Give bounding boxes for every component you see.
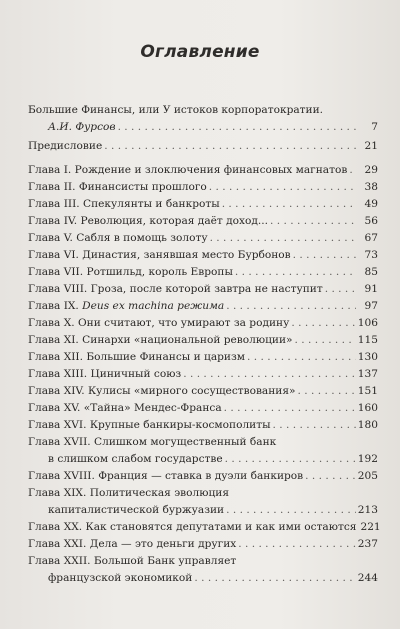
intro-author: А.И. Фурсов xyxy=(48,120,116,133)
page-number: 151 xyxy=(357,385,378,397)
intro-title: Большие Финансы, или У истоков корпоратократии. xyxy=(28,104,324,116)
page-number: 237 xyxy=(357,538,378,550)
toc-entry-chapter-5: Глава V. Сабля в помощь золоту . . . 67 xyxy=(28,230,378,247)
toc-entry-chapter-17: Глава XVII. Слишком могущественный банк в слишком слабом государстве . . . 192 xyxy=(28,434,378,468)
page-number: 160 xyxy=(357,402,378,414)
toc-entry-chapter-15: Глава XV. «Тайна» Мендес-Франса . . . 160 xyxy=(28,400,378,417)
toc-entry-chapter-13: Глава XIII. Циничный союз . . . 137 xyxy=(28,366,378,383)
page-number: 67 xyxy=(364,232,378,244)
page-title: Оглавление xyxy=(140,42,260,62)
page-number: 38 xyxy=(364,181,378,193)
toc-entry-chapter-18: Глава XVIII. Франция — ставка в дуэли банкиров . . . 205 xyxy=(28,468,378,485)
toc-entry-chapter-14: Глава XIV. Кулисы «мирного сосуществования» . . . 151 xyxy=(28,383,378,400)
page-number: 49 xyxy=(364,198,378,210)
toc-entry-chapter-16: Глава XVI. Крупные банкиры-космополиты . . . 180 xyxy=(28,417,378,434)
toc-entry-intro xyxy=(28,102,378,136)
toc-entry-chapter-6: Глава VI. Династия, занявшая место Бурбонов . . . 73 xyxy=(28,247,378,264)
toc-entry-chapter-9: Глава IX. Deus ex machina режима . . . 97 xyxy=(28,298,378,315)
page-number: 137 xyxy=(357,368,378,380)
toc-entry-chapter-20: Глава XX. Как становятся депутатами и как ими остаются 221 xyxy=(28,519,378,536)
page-number: 97 xyxy=(364,300,378,312)
page-number: 21 xyxy=(364,140,378,152)
page-number: 56 xyxy=(364,215,378,227)
page-number: 106 xyxy=(357,317,378,329)
page-number: 7 xyxy=(371,120,378,133)
page-number: 221 xyxy=(360,521,381,533)
page-number: 180 xyxy=(357,419,378,431)
toc-entry-preface xyxy=(28,138,378,155)
toc-entry-chapter-3: Глава III. Спекулянты и банкроты . . . 49 xyxy=(28,196,378,213)
toc-entry-chapter-2: Глава II. Финансисты прошлого . . . 38 xyxy=(28,179,378,196)
page-number: 244 xyxy=(357,571,378,584)
toc-entry-chapter-11: Глава XI. Синархи «национальной революции» . . . 115 xyxy=(28,332,378,349)
page-number: 91 xyxy=(364,283,378,295)
page-number: 213 xyxy=(357,503,378,516)
page-number: 205 xyxy=(357,470,378,482)
toc-entry-chapter-21: Глава XXI. Дела — это деньги других . . . 237 xyxy=(28,536,378,553)
toc-entry-chapter-1: Глава I. Рождение и злоключения финансовых магнатов . . . 29 xyxy=(28,162,378,179)
page-number: 192 xyxy=(357,452,378,465)
toc-entry-chapter-7: Глава VII. Ротшильд, король Европы . . . 85 xyxy=(28,264,378,281)
entry-title: Предисловие xyxy=(28,140,103,152)
toc-entry-chapter-8: Глава VIII. Гроза, после которой завтра не наступит . . . 91 xyxy=(28,281,378,298)
toc-entry-chapter-22: Глава XXII. Большой Банк управляет французской экономикой . . . 244 xyxy=(28,553,378,587)
toc-entry-chapter-12: Глава XII. Большие Финансы и царизм . . . 130 xyxy=(28,349,378,366)
page-number: 85 xyxy=(364,266,378,278)
page-number: 29 xyxy=(364,164,378,176)
page-number: 73 xyxy=(364,249,378,261)
page-number: 115 xyxy=(357,334,378,346)
toc-entry-chapter-10: Глава X. Они считают, что умирают за родину . . . 106 xyxy=(28,315,378,332)
page-number: 130 xyxy=(357,351,378,363)
toc-entry-chapter-4: Глава IV. Революция, которая даёт доход... . . . 56 xyxy=(28,213,378,230)
toc-entry-chapter-19: Глава XIX. Политическая эволюция капиталистической буржуазии . . . 213 xyxy=(28,485,378,519)
